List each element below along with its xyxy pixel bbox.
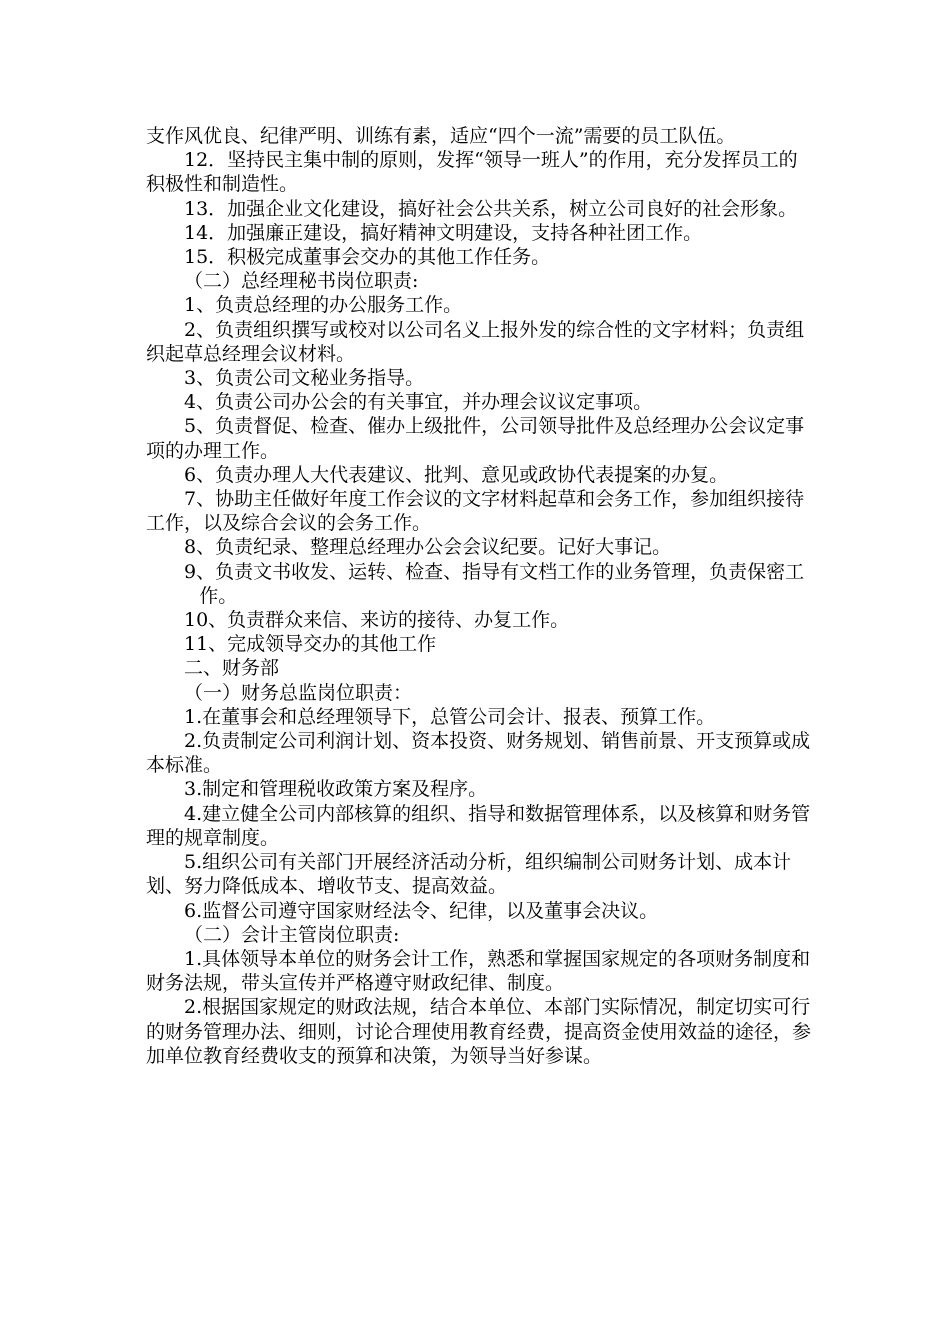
document-body	[146, 124, 816, 1068]
paragraph: 5、负责督促、检查、催办上级批件，公司领导批件及总经理办公会议定事项的办理工作。	[146, 415, 805, 462]
paragraph: 2.根据国家规定的财政法规，结合本单位、本部门实际情况，制定切实可行的财务管理办法、细则，讨论合理使用教育经费，提高资金使用效益的途径，参加单位教育经费收支的预算和决策，为领导当好参谋。	[146, 996, 812, 1067]
paragraph: 2、负责组织撰写或校对以公司名义上报外发的综合性的文字材料；负责组织起草总经理会议材料。	[146, 318, 805, 365]
paragraph: 支作风优良、纪律严明、训练有素，适应“四个一流”需要的员工队伍。	[146, 125, 736, 147]
paragraph: 3.制定和管理税收政策方案及程序。	[184, 778, 488, 801]
paragraph: 5.组织公司有关部门开展经济活动分析，组织编制公司财务计划、成本计划、努力降低成本、增收节支、提高效益。	[146, 851, 792, 898]
paragraph: 3、负责公司文秘业务指导。	[184, 367, 425, 390]
paragraph: 4、负责公司办公会的有关事宜，并办理会议议定事项。	[184, 391, 653, 414]
paragraph: 12．坚持民主集中制的原则，发挥“领导一班人”的作用，充分发挥员工的积极性和制造性。	[146, 149, 798, 196]
paragraph: 9、负责文书收发、运转、检查、指导有文档工作的业务管理，负责保密工	[184, 560, 805, 583]
paragraph: 6、负责办理人大代表建议、批判、意见或政协代表提案的办复。	[184, 463, 729, 486]
paragraph: 4.建立健全公司内部核算的组织、指导和数据管理体系，以及核算和财务管理的规章制度。	[146, 802, 811, 849]
paragraph: 1.在董事会和总经理领导下，总管公司会计、报表、预算工作。	[184, 705, 716, 728]
paragraph: 6.监督公司遵守国家财经法令、纪律，以及董事会决议。	[184, 899, 659, 922]
paragraph: 11、完成领导交办的其他工作	[184, 633, 437, 656]
paragraph-continuation: 作。	[199, 584, 238, 607]
paragraph: 15．积极完成董事会交办的其他工作任务。	[184, 246, 551, 269]
paragraph: 8、负责纪录、整理总经理办公会会议纪要。记好大事记。	[184, 536, 672, 559]
paragraph: 10、负责群众来信、来访的接待、办复工作。	[184, 609, 570, 632]
paragraph: 2.负责制定公司利润计划、资本投资、财务规划、销售前景、开支预算或成本标准。	[146, 730, 811, 777]
section-heading: （二）总经理秘书岗位职责:	[184, 270, 419, 293]
paragraph: 13．加强企业文化建设，搞好社会公共关系，树立公司良好的社会形象。	[184, 197, 798, 220]
paragraph: 1.具体领导本单位的财务会计工作，熟悉和掌握国家规定的各项财务制度和财务法规，带头宣传并严格遵守财政纪律、制度。	[146, 947, 811, 995]
paragraph: 1、负责总经理的办公服务工作。	[184, 294, 463, 317]
section-heading: （一）财务总监岗位职责：	[184, 681, 413, 704]
paragraph: 14．加强廉正建设，搞好精神文明建设，支持各种社团工作。	[184, 221, 703, 244]
section-heading: （二）会计主管岗位职责:	[184, 923, 400, 946]
paragraph: 7、协助主任做好年度工作会议的文字材料起草和会务工作，参加组织接待工作，以及综合会议的会务工作。	[146, 488, 805, 535]
section-heading: 二、财务部	[184, 657, 280, 680]
